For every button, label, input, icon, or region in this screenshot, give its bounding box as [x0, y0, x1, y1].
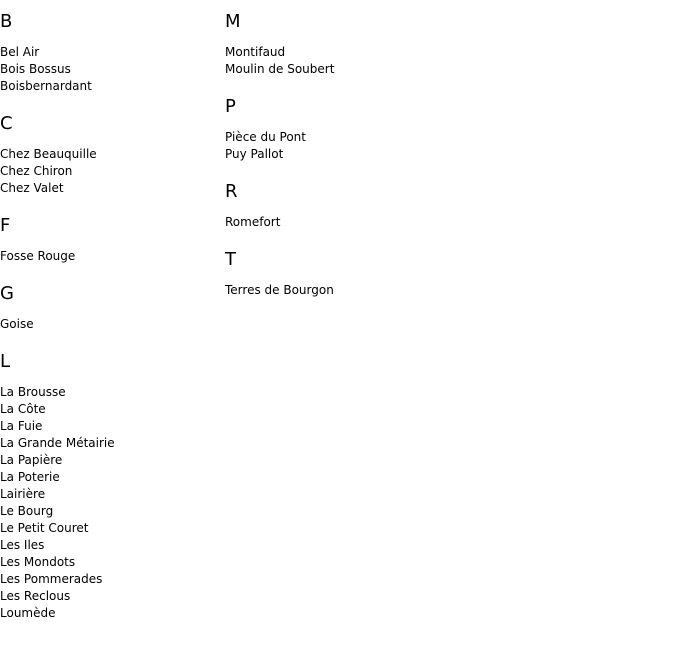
place-link-la-poterie[interactable]: La Poterie [0, 470, 60, 484]
list-item [0, 44, 220, 61]
place-link-chez-beauquille[interactable]: Chez Beauquille [0, 147, 97, 161]
place-link-boisbernardant[interactable]: Boisbernardant [0, 79, 92, 93]
list-item [0, 146, 220, 163]
letter-heading: G [0, 283, 14, 304]
place-list [225, 129, 525, 163]
letter-heading: B [0, 11, 13, 32]
place-link-romefort[interactable]: Romefort [225, 215, 281, 229]
letter-group-p [225, 95, 525, 163]
letter-heading: M [225, 11, 241, 32]
list-item [0, 571, 220, 588]
list-item [225, 214, 525, 231]
list-item [0, 554, 220, 571]
place-list [225, 214, 525, 231]
place-link-bel-air[interactable]: Bel Air [0, 45, 40, 59]
list-item [0, 316, 220, 333]
list-item [0, 78, 220, 95]
place-list [0, 146, 220, 197]
place-link-chez-valet[interactable]: Chez Valet [0, 181, 64, 195]
letter-group-m [225, 10, 525, 78]
letter-heading: T [225, 249, 236, 270]
letter-heading: R [225, 181, 238, 202]
list-item [0, 588, 220, 605]
place-link-la-papiere[interactable]: La Papière [0, 453, 63, 467]
list-item [225, 44, 525, 61]
place-link-le-petit-couret[interactable]: Le Petit Couret [0, 521, 89, 535]
place-link-la-grande-metairie[interactable]: La Grande Métairie [0, 436, 115, 450]
list-item [0, 61, 220, 78]
place-link-les-pommerades[interactable]: Les Pommerades [0, 572, 103, 586]
place-link-lairiere[interactable]: Lairière [0, 487, 46, 501]
letter-group-f [0, 214, 220, 265]
list-item [225, 282, 525, 299]
letter-group-b [0, 10, 220, 95]
place-link-le-bourg[interactable]: Le Bourg [0, 504, 54, 518]
place-link-goise[interactable]: Goise [0, 317, 34, 331]
list-item [0, 435, 220, 452]
list-item [0, 605, 220, 622]
list-item [0, 384, 220, 401]
list-item [0, 248, 220, 265]
place-link-les-mondots[interactable]: Les Mondots [0, 555, 76, 569]
place-link-les-iles[interactable]: Les Iles [0, 538, 45, 552]
place-link-puy-pallot[interactable]: Puy Pallot [225, 147, 284, 161]
list-item [0, 163, 220, 180]
letter-heading: F [0, 215, 11, 236]
place-link-loumede[interactable]: Loumède [0, 606, 56, 620]
list-item [225, 61, 525, 78]
place-link-la-fuie[interactable]: La Fuie [0, 419, 43, 433]
letter-group-t [225, 248, 525, 299]
place-link-bois-bossus[interactable]: Bois Bossus [0, 62, 71, 76]
list-item [0, 520, 220, 537]
place-list [0, 44, 220, 95]
list-item [0, 452, 220, 469]
index-column-right [225, 10, 525, 316]
place-link-piece-du-pont[interactable]: Pièce du Pont [225, 130, 306, 144]
list-item [0, 537, 220, 554]
list-item [225, 146, 525, 163]
list-item [225, 129, 525, 146]
place-link-terres-de-bourgon[interactable]: Terres de Bourgon [225, 283, 334, 297]
list-item [0, 503, 220, 520]
letter-group-c [0, 112, 220, 197]
list-item [0, 469, 220, 486]
place-link-chez-chiron[interactable]: Chez Chiron [0, 164, 73, 178]
index-column-left [0, 10, 220, 639]
place-link-fosse-rouge[interactable]: Fosse Rouge [0, 249, 76, 263]
place-list [0, 316, 220, 333]
place-link-les-reclous[interactable]: Les Reclous [0, 589, 71, 603]
letter-heading: L [0, 351, 11, 372]
place-list [0, 248, 220, 265]
place-link-moulin-de-soubert[interactable]: Moulin de Soubert [225, 62, 335, 76]
place-link-la-brousse[interactable]: La Brousse [0, 385, 66, 399]
list-item [0, 418, 220, 435]
list-item [0, 486, 220, 503]
letter-heading: P [225, 96, 236, 117]
place-list [225, 44, 525, 78]
place-list [225, 282, 525, 299]
letter-group-g [0, 282, 220, 333]
place-list [0, 384, 220, 622]
list-item [0, 401, 220, 418]
place-link-la-cote[interactable]: La Côte [0, 402, 46, 416]
letter-heading: C [0, 113, 13, 134]
place-link-montifaud[interactable]: Montifaud [225, 45, 286, 59]
letter-group-r [225, 180, 525, 231]
letter-group-l [0, 350, 220, 622]
list-item [0, 180, 220, 197]
